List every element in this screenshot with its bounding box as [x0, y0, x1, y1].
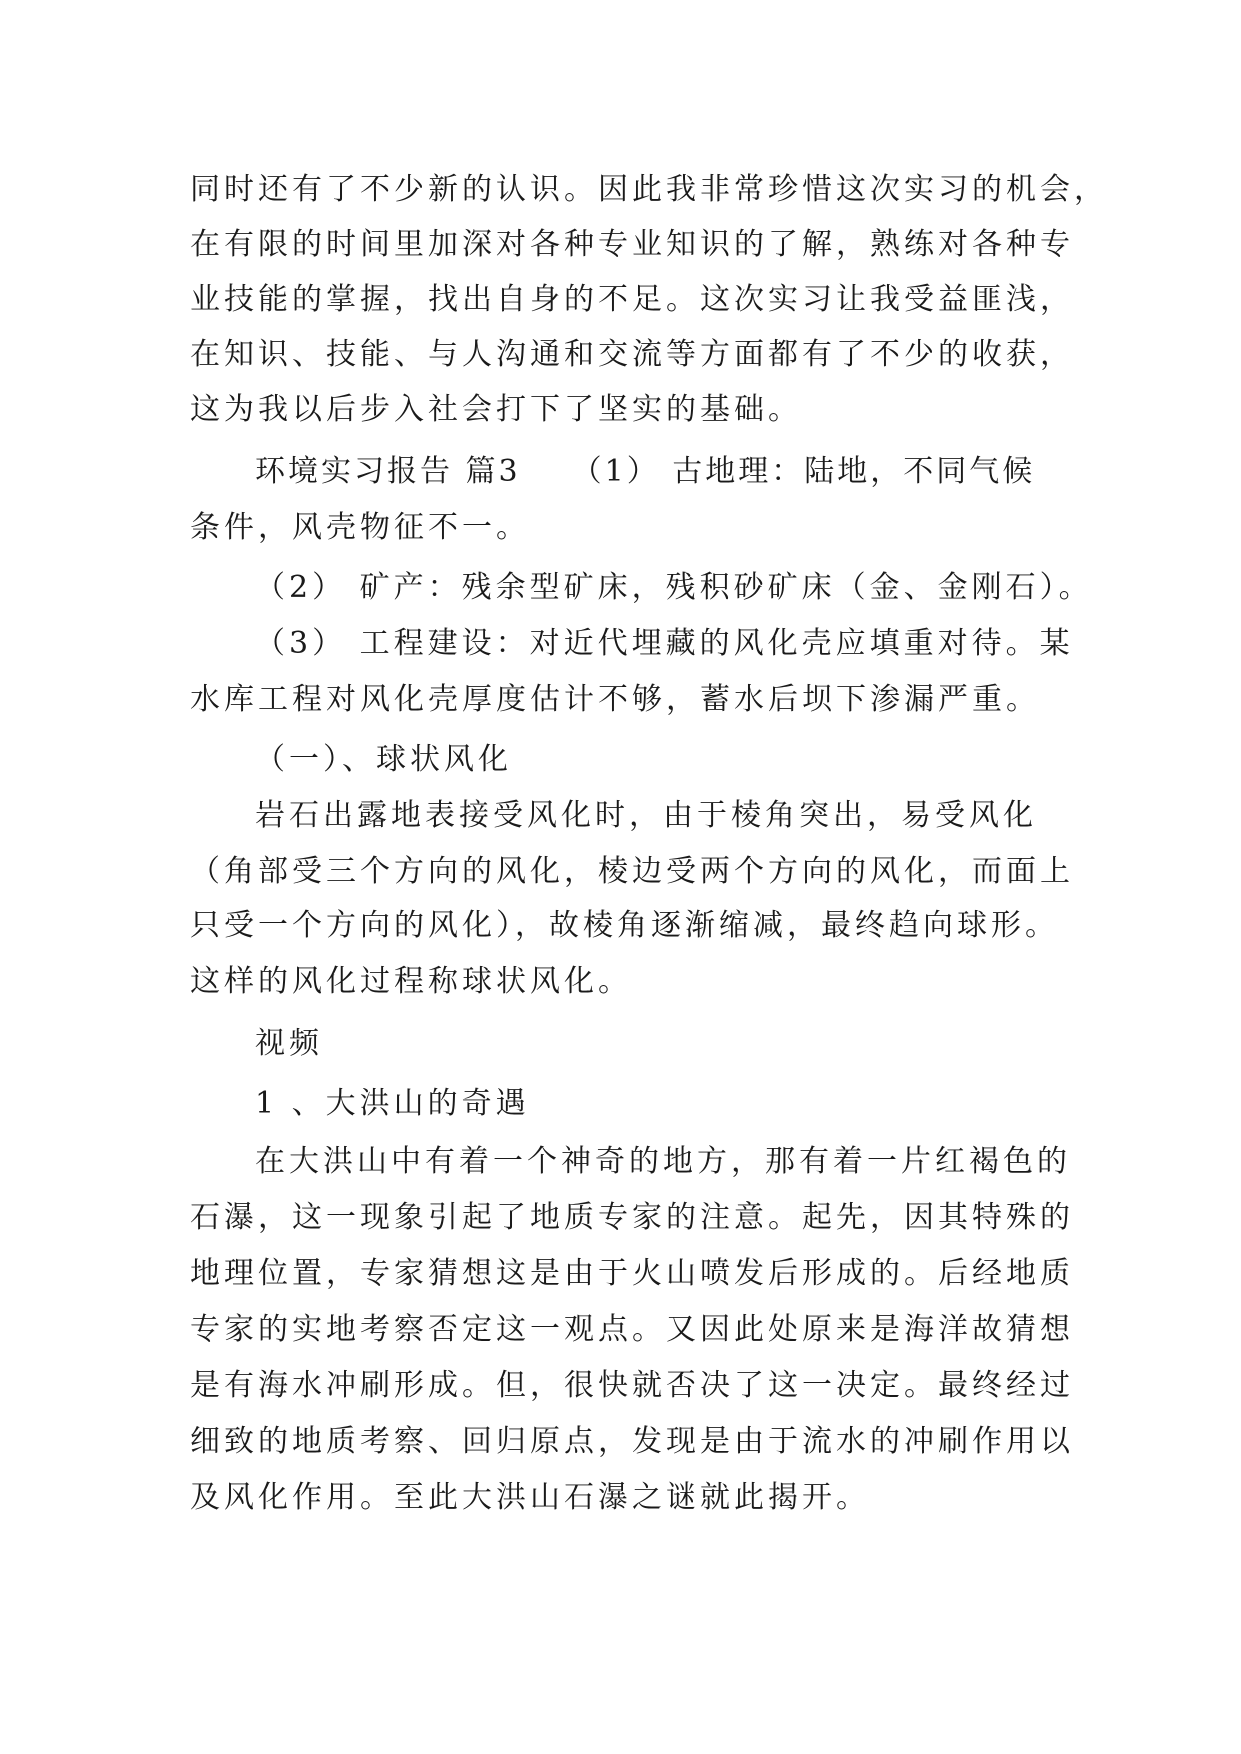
paragraph-line: （角部受三个方向的风化，棱边受两个方向的风化，而面上: [190, 854, 1074, 889]
paragraph-line: 地理位置，专家猜想这是由于火山喷发后形成的。后经地质: [190, 1256, 1074, 1291]
paragraph-line: 石瀑，这一现象引起了地质专家的注意。起先，因其特殊的: [190, 1200, 1074, 1235]
paragraph-line: 细致的地质考察、回归原点，发现是由于流水的冲刷作用以: [190, 1424, 1074, 1459]
paragraph-line: 这样的风化过程称球状风化。: [190, 964, 632, 999]
paragraph-line: 及风化作用。至此大洪山石瀑之谜就此揭开。: [190, 1480, 870, 1515]
paragraph-line: 同时还有了不少新的认识。因此我非常珍惜这次实习的机会，: [190, 172, 1108, 207]
subheading-line: 1 、大洪山的奇遇: [255, 1086, 530, 1121]
paragraph-line: 是有海水冲刷形成。但，很快就否决了这一决定。最终经过: [190, 1368, 1074, 1403]
paragraph-line: 业技能的掌握，找出自身的不足。这次实习让我受益匪浅，: [190, 282, 1074, 317]
paragraph-line: 水库工程对风化壳厚度估计不够，蓄水后坝下渗漏严重。: [190, 682, 1040, 717]
paragraph-line: 条件，风壳物征不一。: [190, 510, 530, 545]
subheading-line: （一）、球状风化: [255, 742, 512, 777]
section-heading-line: 环境实习报告 篇3 （1） 古地理：陆地，不同气候: [255, 454, 1036, 489]
subheading-line: 视频: [255, 1026, 323, 1061]
paragraph-line: 在大洪山中有着一个神奇的地方，那有着一片红褐色的: [255, 1144, 1071, 1179]
paragraph-line: （2） 矿产：残余型矿床，残积砂矿床（金、金刚石）。: [255, 570, 1093, 605]
paragraph-line: 只受一个方向的风化），故棱角逐渐缩减，最终趋向球形。: [190, 908, 1059, 943]
paragraph-line: 专家的实地考察否定这一观点。又因此处原来是海洋故猜想: [190, 1312, 1074, 1347]
paragraph-line: 这为我以后步入社会打下了坚实的基础。: [190, 392, 802, 427]
paragraph-line: 在有限的时间里加深对各种专业知识的了解，熟练对各种专: [190, 227, 1074, 262]
paragraph-line: （3） 工程建设：对近代埋藏的风化壳应填重对待。某: [255, 626, 1074, 661]
paragraph-line: 岩石出露地表接受风化时，由于棱角突出，易受风化: [255, 798, 1037, 833]
paragraph-line: 在知识、技能、与人沟通和交流等方面都有了不少的收获，: [190, 337, 1074, 372]
